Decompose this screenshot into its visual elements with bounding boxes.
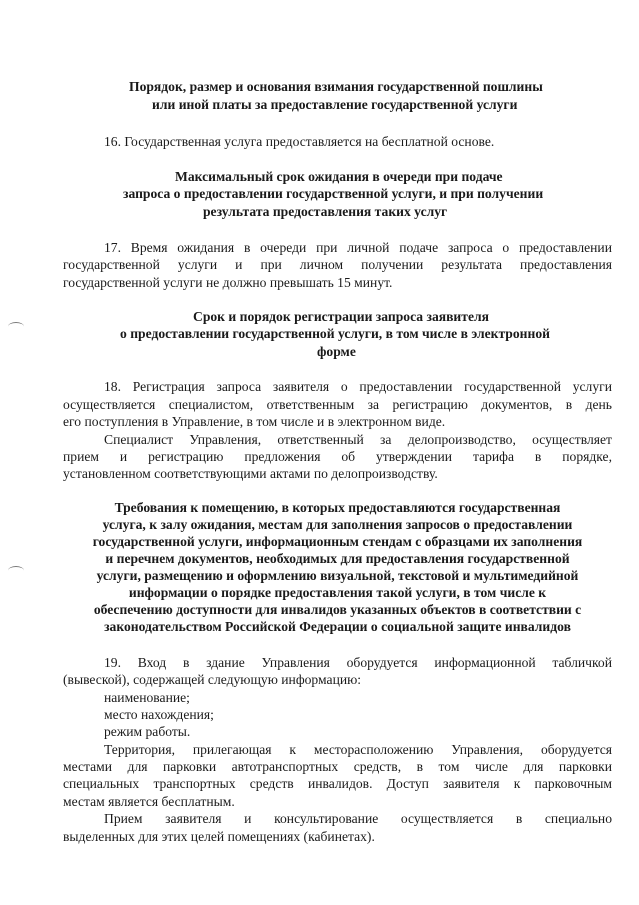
list-item: наименование; (104, 690, 190, 705)
heading-requirements-line-7: обеспечению доступности для инвалидов указанных объектов в соответствии с (93, 602, 582, 617)
paragraph-17-line-1: 17. Время ожидания в очереди при личной подаче запроса о предоставлении (104, 240, 612, 255)
paragraph-19b-line-1: Территория, прилегающая к месторасположению Управления, оборудуется (104, 742, 612, 757)
list-item: место нахождения; (104, 707, 214, 722)
paragraph-18-line-1: 18. Регистрация запроса заявителя о предоставлении государственной услуги (104, 379, 612, 394)
paragraph-19c-line-2: выделенных для этих целей помещениях (кабинетах). (63, 829, 375, 844)
heading-wait-line-1: Максимальный срок ожидания в очереди при подаче (175, 169, 503, 184)
heading-requirements-line-4: и перечнем документов, необходимых для предоставления государственной (105, 551, 570, 566)
paragraph-18-line-2: осуществляется специалистом, ответственным за регистрацию документов, в день (63, 397, 612, 412)
punch-hole-mark (8, 566, 24, 575)
paragraph-16: 16. Государственная услуга предоставляется на бесплатной основе. (104, 134, 495, 149)
heading-reg-line-3: форме (317, 344, 356, 359)
heading-wait-line-2: запроса о предоставлении государственной услуги, и при получении (123, 186, 544, 201)
heading-requirements-line-6: информации о порядке предоставления такой услуги, в том числе к (128, 585, 547, 600)
paragraph-18b-line-3: установленном соответствующими актами по делопроизводству. (63, 466, 438, 481)
list-item: режим работы. (104, 724, 191, 739)
heading-requirements-line-2: услуга, к залу ожидания, местам для заполнения запросов о предоставлении (102, 517, 573, 532)
heading-fee-line-2: или иной платы за предоставление государственной услуги (152, 97, 518, 112)
paragraph-18-line-3: его поступления в Управление, в том числе и в электронном виде. (63, 414, 446, 429)
paragraph-19b-line-4: местам является бесплатным. (63, 794, 235, 809)
paragraph-19-line-2: (вывеской), содержащей следующую информацию: (63, 672, 362, 687)
heading-requirements-line-5: услуги, размещению и оформлению визуальной, текстовой и мультимедийной (96, 568, 579, 583)
heading-reg-line-2: о предоставлении государственной услуги, в том числе в электронной (120, 326, 550, 341)
paragraph-17-line-3: государственной услуги не должно превышать 15 минут. (63, 275, 393, 290)
paragraph-19c-line-1: Прием заявителя и консультирование осуществляется в специально (104, 811, 612, 826)
heading-requirements-line-3: государственной услуги, информационным стендам с образцами их заполнения (92, 534, 583, 549)
paragraph-19b-line-3: специальных транспортных средств инвалидов. Доступ заявителя к парковочным (63, 776, 612, 791)
heading-requirements-line-1: Требования к помещению, в которых предоставляются государственная (114, 500, 561, 515)
paragraph-18b-line-2: прием и регистрацию предложения об утверждении тарифа в порядке, (63, 449, 612, 464)
paragraph-18b-line-1: Специалист Управления, ответственный за делопроизводство, осуществляет (104, 432, 612, 447)
punch-hole-mark (8, 322, 24, 331)
heading-wait-line-3: результата предоставления таких услуг (203, 204, 448, 219)
heading-reg-line-1: Срок и порядок регистрации запроса заявителя (193, 309, 489, 324)
paragraph-19b-line-2: местами для парковки автотранспортных средств, в том числе для парковки (63, 759, 612, 774)
heading-fee-line-1: Порядок, размер и основания взимания государственной пошлины (129, 79, 543, 94)
paragraph-17-line-2: государственной услуги и при личном получении результата предоставления (63, 257, 612, 272)
heading-requirements-line-8: законодательством Российской Федерации о социальной защите инвалидов (104, 619, 571, 634)
paragraph-19-line-1: 19. Вход в здание Управления оборудуется информационной табличкой (104, 655, 612, 670)
